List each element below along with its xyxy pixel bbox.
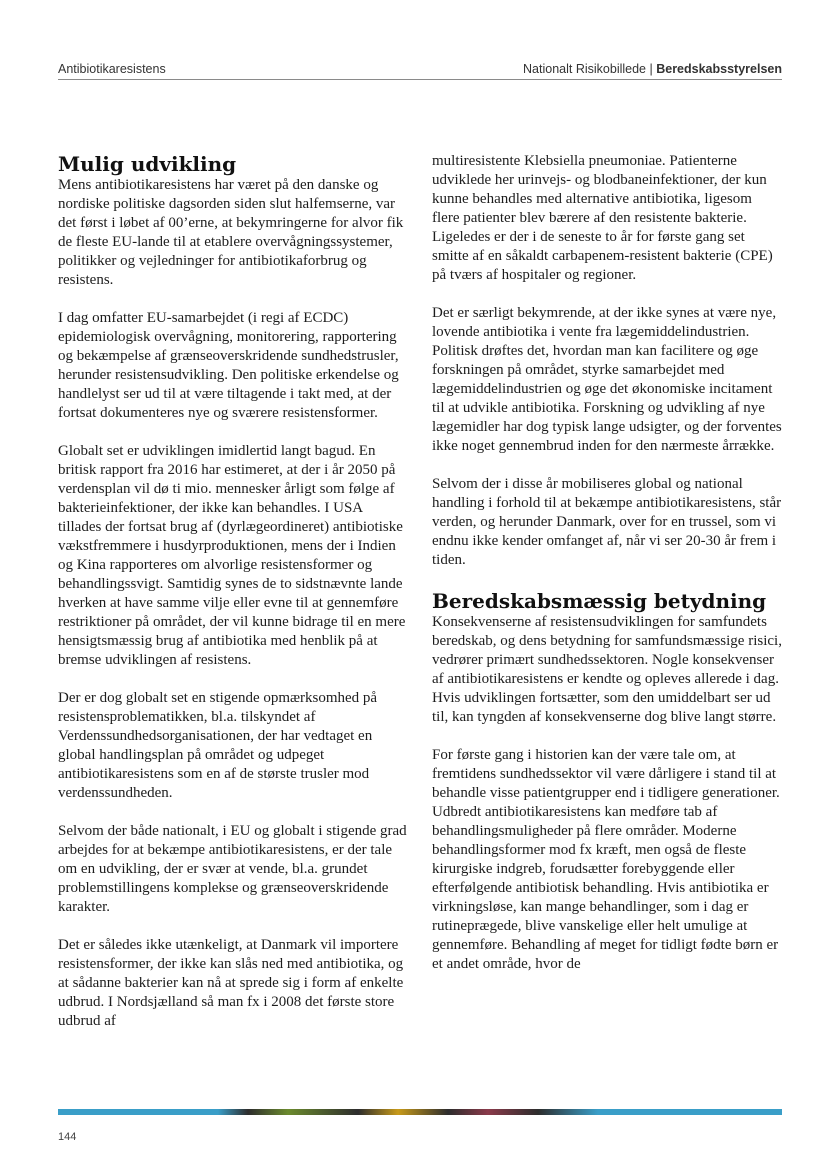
- page-number: 144: [58, 1131, 77, 1143]
- paragraph: Det er særligt bekymrende, at der ikke synes at være nye, lovende antibiotika i vente fra lægemiddelindustrien. Politisk drøftes det, hvordan man kan facilitere og øge forskningen på området, styrke samarbejdet med lægemiddelindustrien og øge det økonomiske incitament til at udvikle antibiotika. Forskning og udvikling af nye lægemidler har dog typisk lange udsigter, og der forventes ikke noget gennembrud inden for den nærmeste årrække.: [432, 305, 782, 454]
- paragraph: Selvom der både nationalt, i EU og globalt i stigende grad arbejdes for at bekæmpe antibiotikaresistens, er der tale om en udvikling, der er svær at vende, bl.a. grundet problemstillingens komplekse og grænseoverskridende karakter.: [58, 823, 407, 915]
- header-publication-title: Nationalt Risikobillede |: [523, 62, 657, 76]
- paragraph: Selvom der i disse år mobiliseres global og national handling i forhold til at bekæmpe antibiotikaresistens, står verden, og herunder Danmark, over for en trussel, som vi endnu ikke kender omfanget af, når vi ser 20-30 år frem i tiden.: [432, 476, 782, 568]
- paragraph: For første gang i historien kan der være tale om, at fremtidens sundhedssektor vil være dårligere i stand til at behandle visse patientgrupper end i tidligere generationer. Udbredt antibiotikaresistens kan medføre tab af behandlingsmuligheder på flere områder. Moderne behandlingsformer mod fx kræft, men også de fleste kirurgiske indgreb, forudsætter forebyggende eller efterfølgende antibiotisk behandling. Hvis antibiotika er virkningsløse, kan mange behandlinger, som i dag er rutineprægede, blive vanskelige eller helt umulige at gennemføre. Behandling af meget for tidligt fødte børn er et andet område, hvor de: [432, 747, 780, 972]
- heading-mulig-udvikling: Mulig udvikling: [58, 152, 237, 176]
- paragraph: multiresistente Klebsiella pneumoniae. Patienterne udviklede her urinvejs- og blodbaneinfektioner, der kun kunne behandles med alternative antibiotika, ligesom flere patienter blev bærere af den resistente bakterie. Ligeledes er der i de seneste to år for første gang set smitte af en såkaldt carbapenem-resistent bakterie (CPE) på tværs af hospitaler og regioner.: [432, 153, 773, 283]
- paragraph: Mens antibiotikaresistens har været på den danske og nordiske politiske dagsorden siden slut halfemserne, var det først i løbet af 00’erne, at bekymringerne for alvor fik de fleste EU-lande til at etablere overvågningssystemer, politikker og vejledninger for antibiotikaforbrug og resistens.: [58, 177, 404, 288]
- header-rule: [58, 79, 782, 80]
- header-publisher: Beredskabsstyrelsen: [656, 62, 782, 76]
- paragraph: Det er således ikke utænkeligt, at Danmark vil importere resistensformer, der ikke kan slås ned med antibiotika, og at sådanne bakterier kan nå at sprede sig i form af enkelte udbrud. I Nordsjælland så man fx i 2008 det første store udbrud af: [58, 937, 404, 1029]
- header-section-title: Antibiotikaresistens: [58, 62, 166, 76]
- left-column: [58, 152, 408, 1031]
- paragraph: Globalt set er udviklingen imidlertid langt bagud. En britisk rapport fra 2016 har estimeret, at der i år 2050 på verdensplan vil dø ti mio. mennesker årligt som følge af bakterieinfektioner, der ikke kan behandles. I USA tillades der fortsat brug af (dyrlægeordineret) antibiotiske vækstfremmere i husdyrproduktionen, mens der i Indien og Kina rapporteres om alvorlige resistensformer og behandlingssvigt. Samtidig synes de to sidstnævnte lande hverken at have samme vilje eller evne til at gennemføre restriktioner på området, der vil kunne bidrage til en mere hensigtsmæssig brug af antibiotika med henblik på at bremse udviklingen af resistens.: [58, 443, 406, 668]
- paragraph: Konsekvenserne af resistensudviklingen for samfundets beredskab, og dens betydning for samfundsmæssige risici, vedrører primært sundhedssektoren. Nogle konsekvenser af antibiotikaresistens er kendte og opleves allerede i dag. Hvis udviklingen fortsætter, som den umiddelbart ser ud til, kan tyngden af konsekvenserne dog blive langt større.: [432, 614, 782, 725]
- header-publication: [523, 62, 782, 76]
- right-column: [432, 152, 782, 974]
- footer-color-bar: [58, 1109, 782, 1115]
- paragraph: Der er dog globalt set en stigende opmærksomhed på resistensproblematikken, bl.a. tilskyndet af Verdenssundhedsorganisationen, der har vedtaget en global handlingsplan på området og udpeget antibiotikaresistens som en af de største trusler mod verdenssundheden.: [58, 690, 378, 801]
- paragraph: I dag omfatter EU-samarbejdet (i regi af ECDC) epidemiologisk overvågning, monitorering, rapportering og bekæmpelse af grænseoverskridende sundhedstrusler, herunder resistensudvikling. Den politiske erkendelse og handlelyst ser ud til at være tiltagende i takt med, at der fortsat dokumenteres nye og sværere resistensformer.: [58, 310, 399, 421]
- running-header: [58, 62, 782, 78]
- heading-beredskabsmaessig-betydning: Beredskabsmæssig betydning: [432, 589, 767, 613]
